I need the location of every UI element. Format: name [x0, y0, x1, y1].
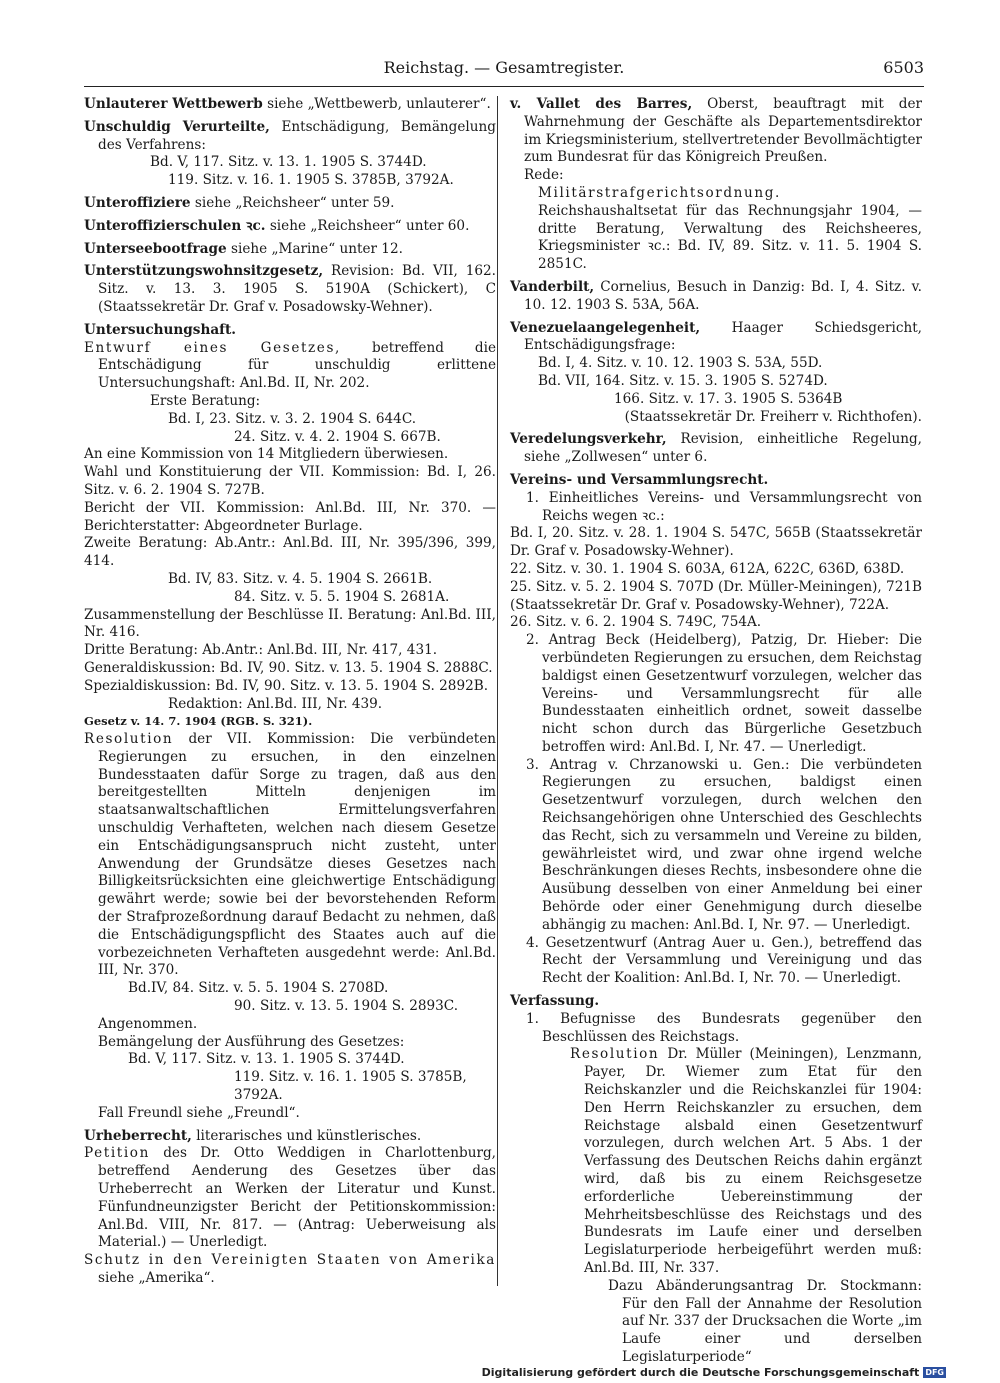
running-title: Reichstag. — Gesamtregister. [383, 58, 625, 77]
entry-unterstuetzung: Unterstützungswohnsitzgesetz, Revision: Bd. VII, 162. Sitz. v. 13. 3. 1905 S. 5190A (Schickert), C (Staatssekretär Dr. Graf v. Posadowsky-Wehner). [84, 263, 496, 315]
page-number: 6503 [883, 58, 924, 77]
entry-unlauterer: Unlauterer Wettbewerb siehe „Wettbewerb, unlauterer“. [84, 96, 491, 112]
entry-vallet: v. Vallet des Barres, Oberst, beauftragt mit der Wahrnehmung der Geschäfte als Departementsdirektor im Kriegsministerium, stellvertretender Bevollmächtigter zum Bundesrat für das Königreich Preußen. [510, 96, 922, 166]
right-column: v. Vallet des Barres, Oberst, beauftragt mit der Wahrnehmung der Geschäfte als Departementsdirektor im Kriegsministerium, stellvertretender Bevollmächtigter zum Bundesrat für das Königreich Preußen. Rede: Militärstrafgerichtsordnung. Reichshaushaltsetat für das Rechnungsjahr 1904, — dritte Beratung, Verwaltung des Reichsheeres, Kriegsminister ꝛc.: Bd. IV, 89. Sitz. v. 11. 5. 1904 S. 2851C. Vanderbilt, Cornelius, Besuch in Danzig: Bd. I, 4. Sitz. v. 10. 12. 1903 S. 53A, 56A. Venezuelaangelegenheit, Haager Schiedsgericht, Entschädigungsfrage: Bd. I, 4. Sitz. v. 10. 12. 1903 S. 53A, 55D. Bd. VII, 164. Sitz. v. 15. 3. 1905 S. 5274D. 166. Sitz. v. 17. 3. 1905 S. 5364B (Staatssekretär Dr. Freiherr v. Richthofen). Veredelungsverkehr, Revision, einheitliche Regelung, siehe „Zollwesen“ unter 6. Vereins- und Versammlungsrecht. 1. Einheitliches Vereins- und Versammlungsrecht von Reichs wegen ꝛc.: Bd. I, 20. Sitz. v. 28. 1. 1904 S. 547C, 565B (Staatssekretär Dr. Graf v. Posadowsky-Wehner). 22. Sitz. v. 30. 1. 1904 S. 603A, 612A, 622C, 636D, 638D. 25. Sitz. v. 5. 2. 1904 S. 707D (Dr. Müller-Meiningen), 721B (Staatssekretär Dr. Graf v. Posadowsky-Wehner), 722A. 26. Sitz. v. 6. 2. 1904 S. 749C, 754A. 2. Antrag Beck (Heidelberg), Patzig, Dr. Hieber: Die verbündeten Regierungen zu ersuchen, dem Reichstag baldigst einen Gesetzentwurf vorzulegen, welcher das Vereins- und Versammlungsrecht für alle Bundesstaaten einheitlich ordnet, soweit dasselbe nicht schon durch das Bürgerliche Gesetzbuch betroffen wird: Anl.Bd. I, Nr. 47. — Unerledigt. 3. Antrag v. Chrzanowski u. Gen.: Die verbündeten Regierungen zu ersuchen, baldigst einen Gesetzentwurf vorzulegen, durch welchen den Reichsangehörigen ohne Unterschied des Geschlechts das Recht, sich zu versammeln und Vereine zu bilden, gewährleistet wird, und zwar ohne irgend welche Beschränkungen dieses Rechts, insbesondere ohne die Ausübung desselben von einer Anmeldung bei einer Behörde oder einer Genehmigung durch dieselbe abhängig zu machen: Anl.Bd. I, Nr. 97. — Unerledigt. 4. Gesetzentwurf (Antrag Auer u. Gen.), betreffend das Recht der Versammlung und Vereinigung und das Recht der Koalition: Anl.Bd. I, Nr. 70. — Unerledigt. Verfassung. 1. Befugnisse des Bundesrats gegenüber den Beschlüssen des Reichstags. Resolution Dr. Müller (Meiningen), Lenzmann, Payer, Dr. Wiemer zum Etat für den Reichskanzler und die Reichskanzlei für 1904: Den Herrn Reichskanzler zu ersuchen, dem Reichstage alsbald einen Gesetzentwurf vorzulegen, durch welchen Art. 5 Abs. 1 der Verfassung des Deutschen Reichs dahin ergänzt wird, daß bis zu einem Reichsgesetze erforderliche Uebereinstimmung der Mehrheitsbeschlüsse des Reichstags und des Bundesrats im Laufe einer und derselben Legislaturperiode herbeigeführt werden muß: Anl.Bd. III, Nr. 337. Dazu Abänderungsantrag Dr. Stockmann: Für den Fall der Annahme der Resolution auf Nr. 337 der Drucksachen die Worte „im Laufe einer und derselben Legislaturperiode“ [510, 96, 923, 1365]
entry-untersuchungshaft: Untersuchungshaft. [84, 321, 237, 338]
entry-urheberrecht: Urheberrecht, literarisches und künstlerisches. [84, 1127, 422, 1144]
entry-vanderbilt: Vanderbilt, Cornelius, Besuch in Danzig: Bd. I, 4. Sitz. v. 10. 12. 1903 S. 53A, 56A. [510, 278, 922, 313]
resolution-paragraph: Resolution der VII. Kommission: Die verbündeten Regierungen zu ersuchen, in den einzelnen Bundesstaaten dafür Sorge zu tragen, daß aus den bereitgestellten Mitteln denjenigen im staatsanwaltschaftlichen Ermittelungsverfahren unschuldig Verhafteten, welchen nach diesem Gesetze ein Entschädigungsanspruch nicht zusteht, unter Anwendung der Grundsätze dieses Gesetzes nach Billigkeitsrücksichten eine gleichwertige Entschädigung gewährt werde; sowie bei der bevorstehenden Reform der Strafprozeßordnung darauf Bedacht zu nehmen, daß die Entschädigungspflicht des Staates auch auf die vorbezeichneten Verhafteten ausgedehnt werde: Anl.Bd. III, Nr. 370. [84, 731, 496, 979]
entry-verfassung: Verfassung. [510, 993, 600, 1010]
dfg-logo: DFG [925, 1368, 944, 1377]
entry-unteroffiziere: Unteroffiziere siehe „Reichsheer“ unter 59. [84, 194, 395, 211]
entry-vereine: Vereins- und Versammlungsrecht. [510, 471, 769, 488]
header-rule [84, 86, 924, 87]
entry-unterseeboot: Unterseebootfrage siehe „Marine“ unter 12. [84, 240, 403, 257]
entry-unteroffizierschulen: Unteroffizierschulen ꝛc. siehe „Reichsheer“ unter 60. [84, 217, 470, 234]
entry-unschuldig: Unschuldig Verurteilte, Entschädigung, Bemängelung des Verfahrens: Bd. V, 117. Sitz. v. 13. 1. 1905 S. 3744D. 119. Sitz. v. 16. 1. 1905 S. 3785B, 3792A. [84, 118, 496, 189]
left-column: Unlauterer Wettbewerb siehe „Wettbewerb, unlauterer“. Unschuldig Verurteilte, Entschädigung, Bemängelung des Verfahrens: Bd. V, 117. Sitz. v. 13. 1. 1905 S. 3744D. 119. Sitz. v. 16. 1. 1905 S. 3785B, 3792A. Unteroffiziere siehe „Reichsheer“ unter 59. Unteroffizierschulen ꝛc. siehe „Reichsheer“ unter 60. Unterseebootfrage siehe „Marine“ unter 12. Unterstützungswohnsitzgesetz, Revision: Bd. VII, 162. Sitz. v. 13. 3. 1905 S. 5190A (Schickert), C (Staatssekretär Dr. Graf v. Posadowsky-Wehner). Untersuchungshaft. Entwurf eines Gesetzes, betreffend die Entschädigung für unschuldig erlittene Untersuchungshaft: Anl.Bd. II, Nr. 202. Erste Beratung: Bd. I, 23. Sitz. v. 3. 2. 1904 S. 644C. 24. Sitz. v. 4. 2. 1904 S. 667B. An eine Kommission von 14 Mitgliedern überwiesen. Wahl und Konstituierung der VII. Kommission: Bd. I, 26. Sitz. v. 6. 2. 1904 S. 727B. Bericht der VII. Kommission: Anl.Bd. III, Nr. 370. — Berichterstatter: Abgeordneter Burlage. Zweite Beratung: Ab.Antr.: Anl.Bd. III, Nr. 395/396, 399, 414. Bd. IV, 83. Sitz. v. 4. 5. 1904 S. 2661B. 84. Sitz. v. 5. 5. 1904 S. 2681A. Zusammenstellung der Beschlüsse II. Beratung: Anl.Bd. III, Nr. 416. Dritte Beratung: Ab.Antr.: Anl.Bd. III, Nr. 417, 431. Generaldiskussion: Bd. IV, 90. Sitz. v. 13. 5. 1904 S. 2888C. Spezialdiskussion: Bd. IV, 90. Sitz. v. 13. 5. 1904 S. 2892B. Redaktion: Anl.Bd. III, Nr. 439. Gesetz v. 14. 7. 1904 (RGB. S. 321). Resolution der VII. Kommission: Die verbündeten Regierungen zu ersuchen, in den einzelnen Bundesstaaten dafür Sorge zu tragen, daß aus den bereitgestellten Mitteln denjenigen im staatsanwaltschaftlichen Ermittelungsverfahren unschuldig Verhafteten, welchen nach diesem Gesetze ein Entschädigungsanspruch nicht zusteht, unter Anwendung der Grundsätze dieses Gesetzes nach Billigkeitsrücksichten eine gleichwertige Entschädigung gewährt werde; sowie bei der bevorstehenden Reform der Strafprozeßordnung darauf Bedacht zu nehmen, daß die Entschädigungspflicht des Staates auch auf die vorbezeichneten Verhafteten ausgedehnt werde: Anl.Bd. III, Nr. 370. Bd.IV, 84. Sitz. v. 5. 5. 1904 S. 2708D. 90. Sitz. v. 13. 5. 1904 S. 2893C. Angenommen. Bemängelung der Ausführung des Gesetzes: Bd. V, 117. Sitz. v. 13. 1. 1905 S. 3744D. 119. Sitz. v. 16. 1. 1905 S. 3785B, 3792A. Fall Freundl siehe „Freundl“. Urheberrecht, literarisches und künstlerisches. Petition des Dr. Otto Weddigen in Charlottenburg, betreffend Aenderung des Gesetzes über das Urheberrecht an Werken der Literatur und Kunst. Fünfundneunzigster Bericht der Petitionskommission: Anl.Bd. VIII, Nr. 817. — (Antrag: Ueberweisung als Material.) — Unerledigt. Schutz in den Vereinigten Staaten von Amerika siehe „Amerika“. [84, 96, 497, 1286]
entry-venezuela: Venezuelaangelegenheit, Haager Schiedsgericht, Entschädigungsfrage: [510, 319, 922, 354]
entry-veredelung: Veredelungsverkehr, Revision, einheitliche Regelung, siehe „Zollwesen“ unter 6. [510, 431, 922, 466]
page-header [84, 58, 924, 82]
column-divider [497, 96, 498, 1286]
footer-credit: Digitalisierung gefördert durch die Deutsche Forschungsgemeinschaft DFG [481, 1366, 944, 1379]
gesetz-reference: Gesetz v. 14. 7. 1904 (RGB. S. 321). [84, 714, 313, 729]
